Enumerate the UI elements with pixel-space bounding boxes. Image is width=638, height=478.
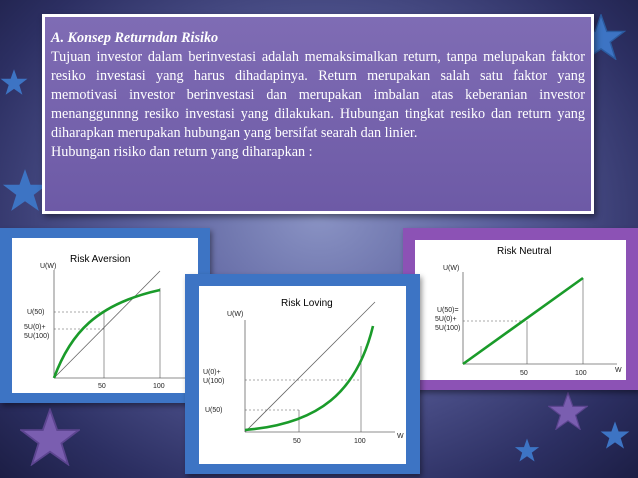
y-tick-label: U(50) bbox=[27, 309, 45, 316]
chart-title: Risk Neutral bbox=[497, 246, 552, 257]
risk-loving-chart bbox=[199, 286, 406, 464]
x-axis-label: W bbox=[615, 367, 622, 374]
section-heading: A. Konsep Returndan Risiko bbox=[51, 30, 219, 46]
risk-aversion-panel bbox=[0, 228, 210, 403]
x-tick-label: 50 bbox=[520, 370, 528, 377]
concept-text-box bbox=[42, 14, 594, 214]
y-axis-label: U(W) bbox=[443, 265, 460, 272]
y-axis-label: U(W) bbox=[227, 311, 244, 318]
star-icon bbox=[600, 420, 630, 450]
star-icon bbox=[514, 438, 540, 462]
paragraph-line: dan return yang diharapkan merupakan hubungan yang bersifat searah dan linier. bbox=[51, 106, 585, 141]
paragraph-line: yang memotivasi investor berinvestasi dan merupakan imbalan atas keberanian bbox=[51, 68, 585, 103]
x-axis-label: W bbox=[397, 433, 404, 440]
risk-neutral-chart bbox=[415, 240, 626, 380]
y-tick-label: U(0)+ bbox=[203, 369, 221, 376]
chart-title: Risk Aversion bbox=[70, 254, 131, 265]
paragraph-line: investor menanggunnng resiko investasi yang dilakukan. Hubungan tingkat resiko bbox=[51, 87, 585, 122]
x-tick-label: 50 bbox=[98, 383, 106, 390]
risk-neutral-panel bbox=[403, 228, 638, 390]
star-icon bbox=[0, 68, 28, 96]
y-tick-label: 5U(100) bbox=[24, 333, 50, 340]
paragraph-line: Tujuan investor dalam berinvestasi adalah memaksimalkan return, tanpa melupakan bbox=[51, 49, 546, 65]
x-tick-label: 50 bbox=[293, 438, 301, 445]
risk-loving-panel bbox=[185, 274, 420, 474]
x-tick-label: 100 bbox=[153, 383, 165, 390]
y-axis-label: U(W) bbox=[40, 263, 57, 270]
y-tick-label: U(50) bbox=[205, 407, 223, 414]
y-tick-label: U(50)= bbox=[437, 307, 459, 314]
x-tick-label: 100 bbox=[354, 438, 366, 445]
y-tick-label: 5U(100) bbox=[435, 325, 461, 332]
chart-title: Risk Loving bbox=[281, 298, 333, 309]
star-icon bbox=[20, 408, 80, 466]
y-tick-label: U(100) bbox=[203, 378, 225, 385]
paragraph-last-line: Hubungan risiko dan return yang diharapkan : bbox=[51, 144, 313, 160]
paragraph-line: faktor resiko investasi yang harus dihadapinya. Return merupakan salah satu faktor bbox=[51, 49, 585, 84]
y-tick-label: 5U(0)+ bbox=[24, 324, 46, 331]
y-tick-label: 5U(0)+ bbox=[435, 316, 457, 323]
x-tick-label: 100 bbox=[575, 370, 587, 377]
risk-aversion-chart bbox=[12, 238, 198, 393]
star-icon bbox=[548, 392, 588, 430]
paragraph bbox=[51, 48, 585, 143]
